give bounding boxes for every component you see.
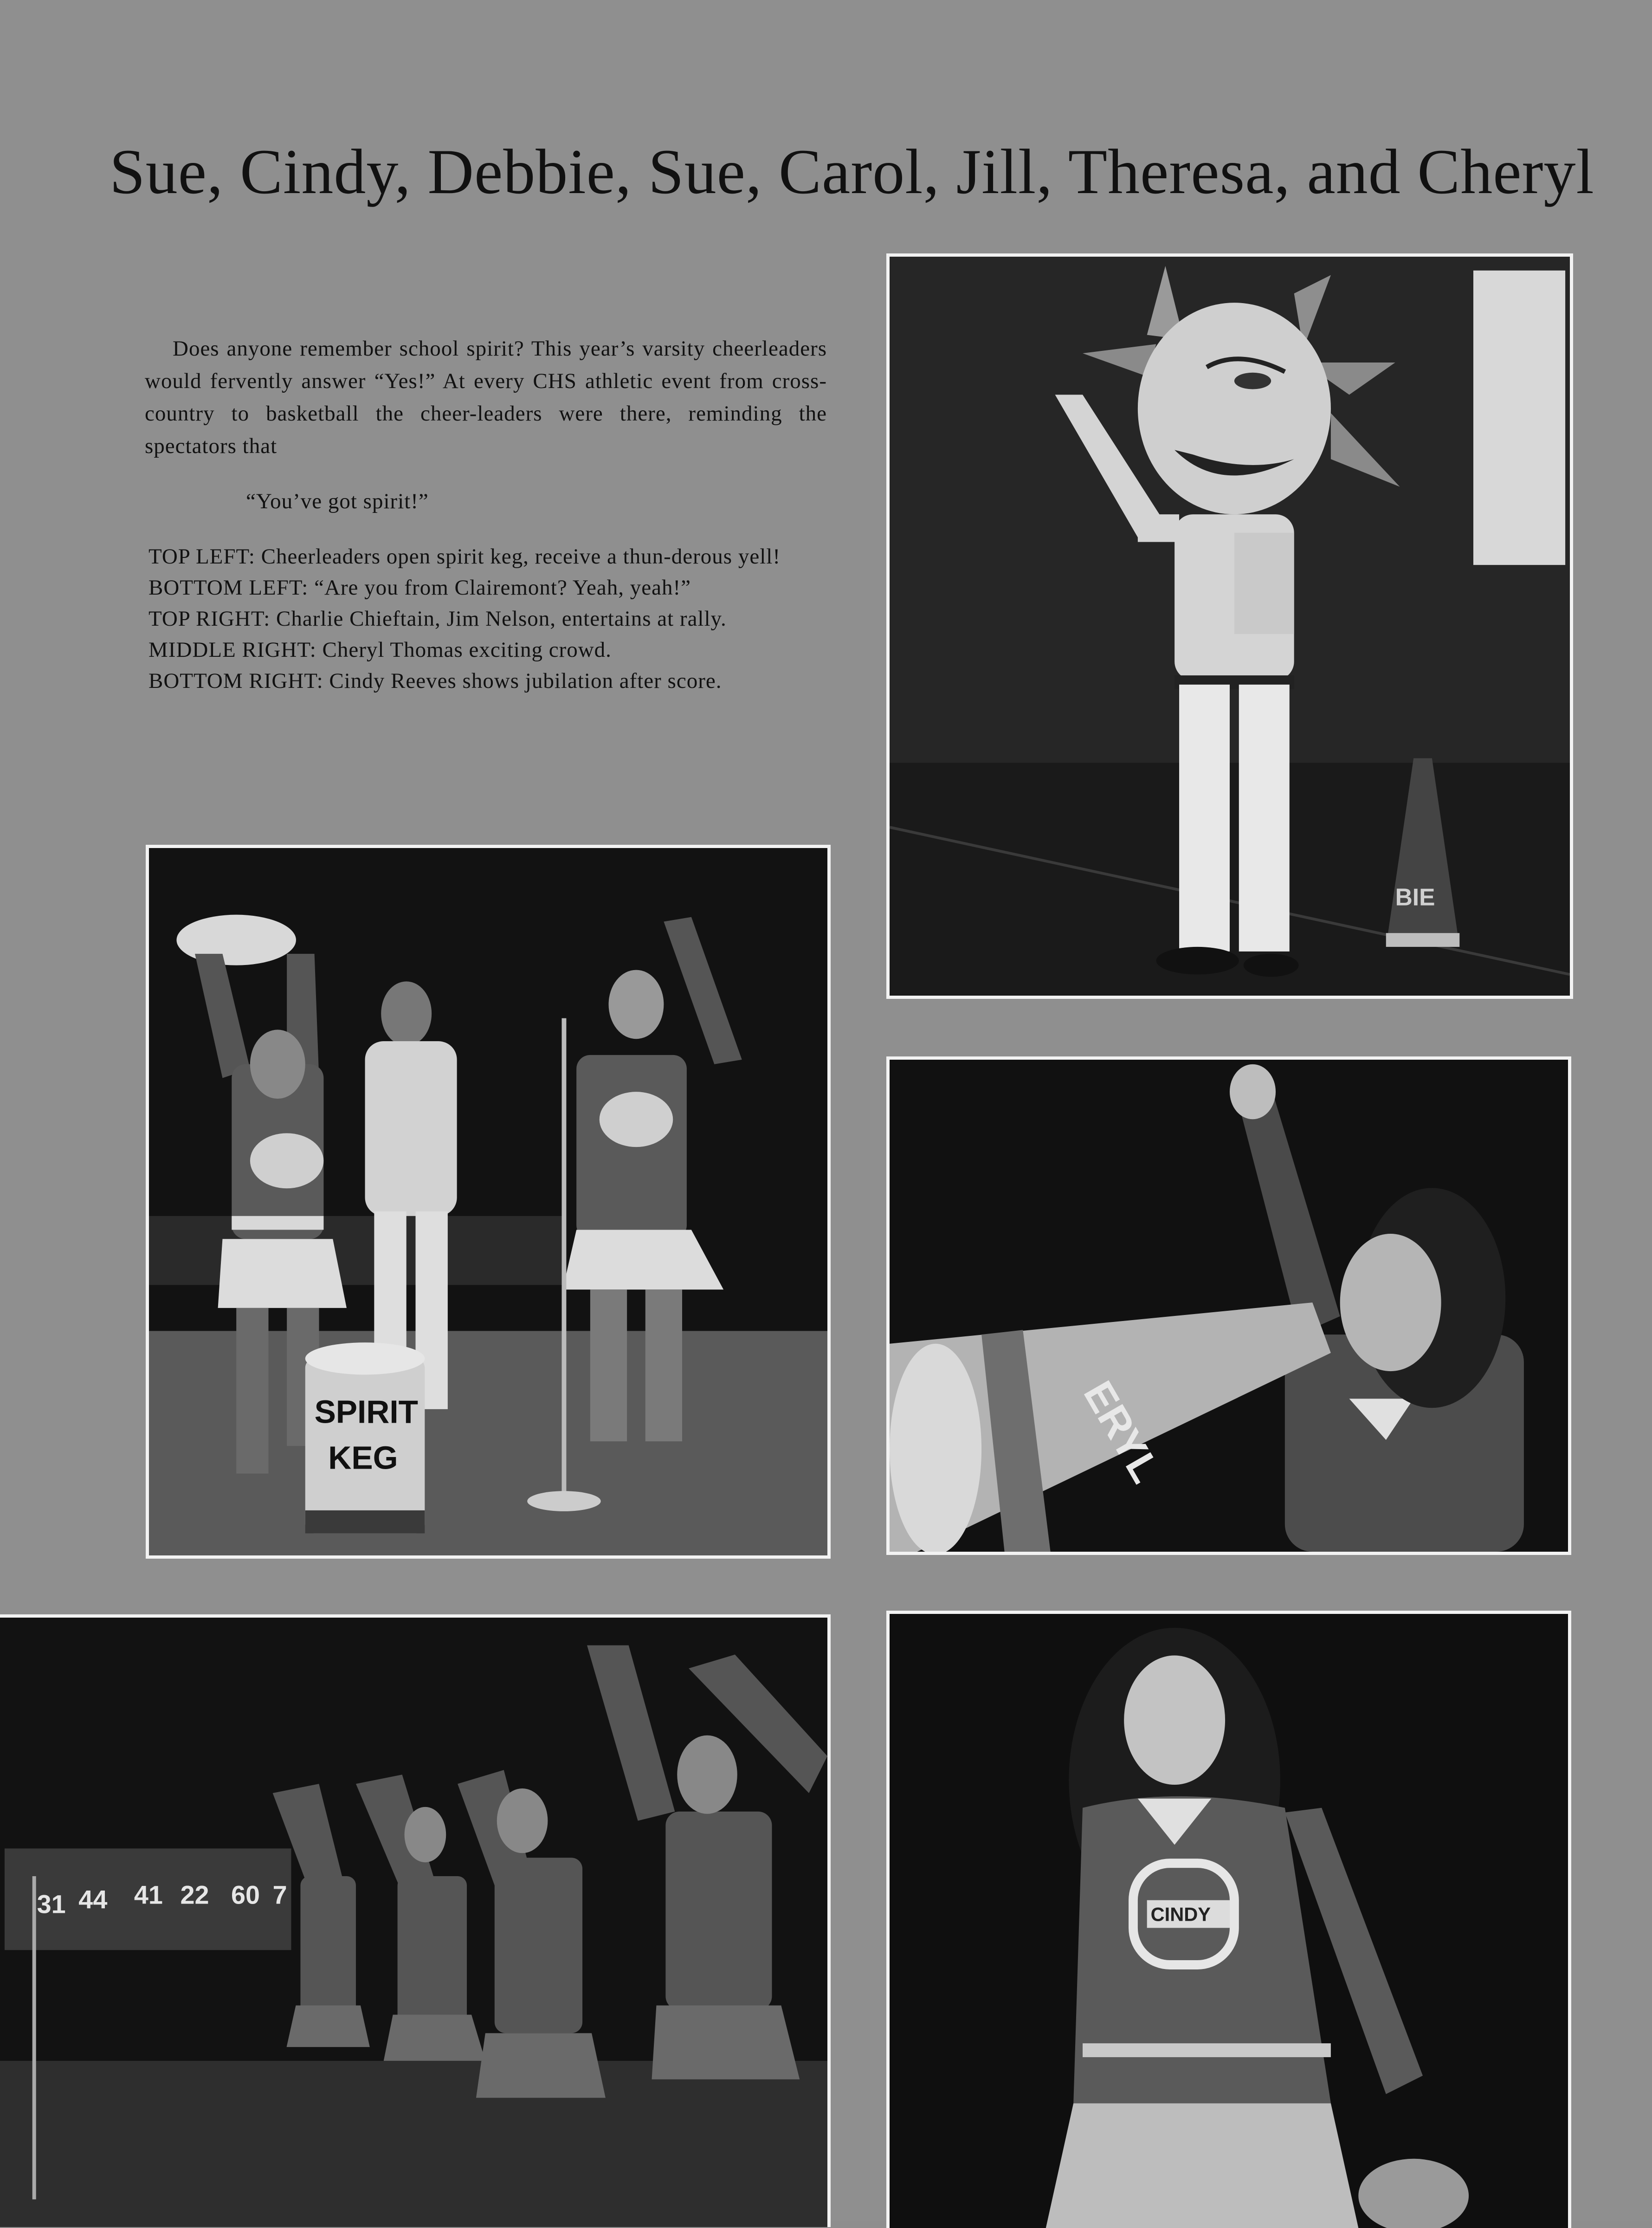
photo-spirit-keg bbox=[146, 845, 831, 1559]
jersey-number-5: 60 bbox=[231, 1880, 260, 1910]
photo-mascot-charlie-chieftain bbox=[886, 253, 1573, 999]
caption-bottom-right: BOTTOM RIGHT: Cindy Reeves shows jubilation after score. bbox=[148, 669, 722, 693]
sweater-name-text: CINDY bbox=[1150, 1903, 1211, 1925]
caption-middle-right: MIDDLE RIGHT: Cheryl Thomas exciting crowd. bbox=[148, 638, 612, 662]
spirit-keg-illustration bbox=[149, 848, 827, 1555]
small-megaphone-text: BIE bbox=[1395, 883, 1435, 911]
jersey-number-2: 44 bbox=[78, 1885, 108, 1914]
photo-cheryl-megaphone bbox=[886, 1056, 1571, 1555]
jersey-number-3: 41 bbox=[134, 1880, 163, 1910]
megaphone-text: ERYL bbox=[1075, 1373, 1170, 1490]
mascot-illustration bbox=[890, 257, 1570, 996]
caption-bottom-left: BOTTOM LEFT: “Are you from Clairemont? Yeah, yeah!” bbox=[148, 576, 691, 600]
cheer-line-illustration bbox=[0, 1618, 827, 2227]
megaphone-illustration bbox=[890, 1060, 1568, 1552]
caption-top-right: TOP RIGHT: Charlie Chieftain, Jim Nelson, entertains at rally. bbox=[148, 607, 727, 631]
jersey-number-4: 22 bbox=[180, 1880, 209, 1910]
photo-cheer-line bbox=[0, 1614, 831, 2227]
intro-paragraph bbox=[145, 332, 827, 462]
page-title: Sue, Cindy, Debbie, Sue, Carol, Jill, Theresa, and Cheryl bbox=[110, 136, 1594, 207]
keg-text-line1: SPIRIT bbox=[314, 1393, 418, 1430]
keg-text-line2: KEG bbox=[328, 1439, 398, 1476]
photo-cindy-reeves bbox=[886, 1611, 1571, 2228]
photo-captions bbox=[148, 541, 827, 697]
spirit-quote: “You’ve got spirit!” bbox=[246, 489, 429, 513]
jersey-number-6: 7 bbox=[272, 1880, 287, 1910]
intro-text: Does anyone remember school spirit? This year’s varsity cheerleaders would fervently answer “Yes!” At every CHS athletic event from cross-country to basketball the cheer-leaders were there, reminding the spectators that bbox=[145, 337, 827, 458]
jersey-number-1: 31 bbox=[37, 1890, 66, 1919]
caption-top-left: TOP LEFT: Cheerleaders open spirit keg, receive a thun-derous yell! bbox=[148, 544, 781, 569]
cindy-illustration bbox=[890, 1614, 1568, 2228]
